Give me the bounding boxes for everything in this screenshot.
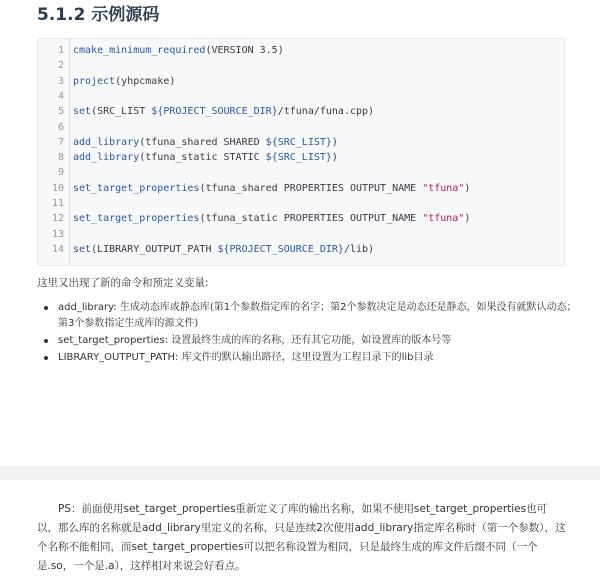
page-separator (0, 466, 600, 480)
line-number: 3 (57, 75, 64, 87)
code-text (73, 43, 284, 58)
line-number: 2 (57, 60, 64, 72)
code-token: (yhpcmake) (115, 75, 176, 87)
code-line (38, 58, 564, 73)
code-line (38, 227, 564, 242)
bullet-dot-icon (44, 356, 48, 360)
code-token: project (73, 75, 116, 87)
code-text (73, 242, 374, 257)
code-token: ) (464, 182, 471, 194)
bullet-text: set_target_properties: 设置最终生成的库的名称，还有其它功能，如设置库的版本号等 (58, 335, 452, 346)
code-line (38, 89, 564, 104)
code-token: (tfuna_shared SHARED (139, 136, 266, 148)
code-text (73, 104, 374, 119)
code-line (38, 120, 564, 135)
code-token: ) (331, 136, 338, 148)
code-line (38, 43, 564, 58)
line-number: 11 (51, 198, 64, 209)
bullet-item (37, 350, 577, 366)
code-token: "tfuna" (422, 213, 465, 225)
code-token: ${SRC_LIST} (265, 136, 332, 148)
code-token: /lib) (343, 243, 375, 255)
code-token: add_library (73, 136, 140, 148)
code-token: cmake_minimum_required (73, 45, 206, 56)
line-number: 9 (57, 167, 64, 179)
code-token: add_library (73, 152, 140, 164)
code-token: ${SRC_LIST} (265, 152, 332, 164)
bullet-text: LIBRARY_OUTPUT_PATH: 库文件的默认输出路径，这里设置为工程目录下的lib目录 (58, 352, 434, 363)
code-token: set (73, 106, 92, 118)
code-line (38, 74, 564, 89)
line-number: 4 (57, 90, 64, 102)
code-text (73, 74, 175, 89)
line-number: 6 (57, 121, 64, 133)
code-block[interactable] (37, 38, 565, 266)
code-text (73, 150, 338, 165)
code-text (73, 181, 470, 196)
code-token: set_target_properties (73, 182, 200, 194)
line-number: 12 (51, 213, 64, 225)
code-line (38, 150, 564, 165)
code-line (38, 181, 564, 196)
bullet-dot-icon (44, 339, 48, 343)
code-token: (tfuna_shared PROPERTIES OUTPUT_NAME (199, 182, 423, 194)
line-number: 10 (51, 182, 64, 194)
line-number: 5 (57, 106, 64, 118)
line-number: 8 (57, 152, 64, 164)
section-heading: 5.1.2 示例源码 (37, 5, 160, 25)
code-line (38, 242, 564, 257)
code-token: set_target_properties (73, 213, 200, 225)
code-token: (SRC_LIST (91, 106, 152, 118)
bullet-list (37, 300, 577, 367)
code-token: /tfuna/funa.cpp) (277, 106, 375, 118)
code-text (73, 211, 470, 226)
code-token: ${PROJECT_SOURCE_DIR} (151, 106, 278, 118)
bullet-dot-icon (44, 306, 48, 310)
code-line (38, 211, 564, 226)
line-number: 7 (57, 136, 64, 148)
code-line (38, 135, 564, 150)
code-token: ) (331, 152, 338, 164)
intro-paragraph: 这里又出现了新的命令和预定义变量: (37, 277, 209, 289)
code-line (38, 165, 564, 180)
code-token: ) (464, 213, 471, 225)
code-token: (tfuna_static STATIC (139, 152, 266, 164)
code-token: "tfuna" (422, 182, 465, 194)
line-number: 1 (57, 45, 64, 56)
code-text (73, 135, 338, 150)
bullet-text: add_library: 生成动态库或静态库(第1个参数指定库的名字；第2个参数决定是动态还是静态，如果没有就默认动态；第3个参数指定生成库的源文件) (58, 302, 577, 329)
bullet-item (37, 333, 577, 349)
code-line (38, 104, 564, 119)
code-token: set (73, 243, 92, 255)
line-number: 14 (51, 243, 64, 255)
bullet-item (37, 300, 577, 332)
code-token: ${PROJECT_SOURCE_DIR} (217, 243, 344, 255)
ps-paragraph: PS：前面使用set_target_properties重新定义了库的输出名称，如果不使用set_target_properties也可以，那么库的名称就是add_library里定义的名称，只是连续2次使用add_library指定库名称时（第一个参数），这个名称不能相同，而set_target_properties可以把名称设置为相同，只是最终生成的库文件后缀不同（一个是.so，一个是.a），这样相对来说会好看点。 (37, 503, 566, 572)
code-token: (LIBRARY_OUTPUT_PATH (91, 243, 218, 255)
code-token: (VERSION 3.5) (205, 45, 284, 56)
code-token: (tfuna_static PROPERTIES OUTPUT_NAME (199, 213, 423, 225)
line-number: 13 (51, 228, 64, 240)
code-line (38, 196, 564, 211)
